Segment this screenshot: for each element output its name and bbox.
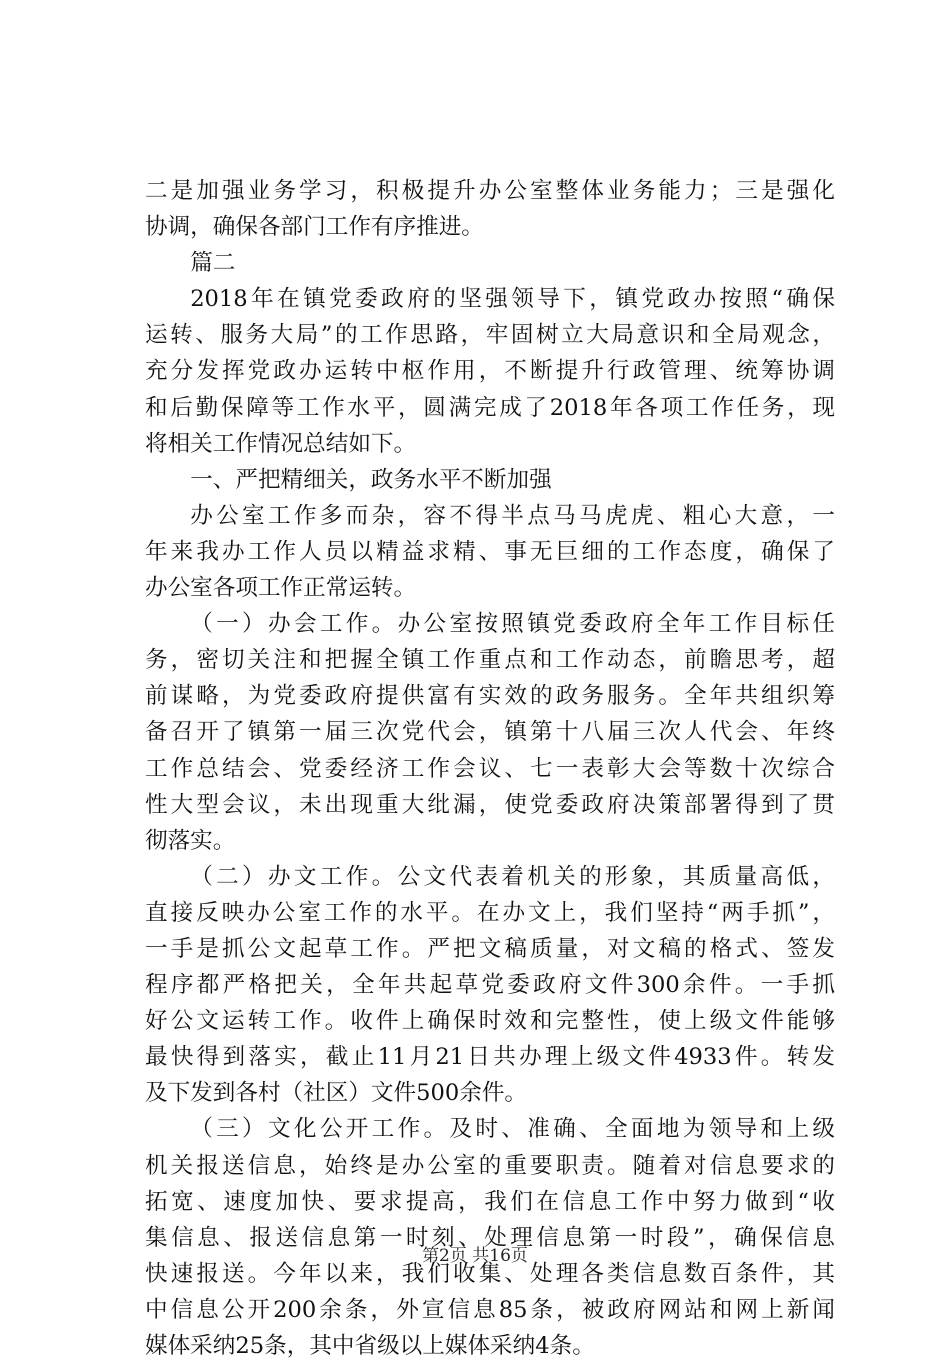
page-number-footer: 第2页 共16页 bbox=[422, 1246, 528, 1266]
text-line: 充分发挥党政办运转中枢作用，不断提升行政管理、统筹协调 bbox=[145, 358, 835, 385]
text-line: 直接反映办公室工作的水平。在办文上，我们坚持“两手抓”， bbox=[145, 899, 835, 926]
text-line: 拓宽、速度加快、要求提高，我们在信息工作中努力做到“收 bbox=[145, 1188, 835, 1215]
text-line: 协调，确保各部门工作有序推进。 bbox=[145, 214, 484, 241]
text-line: 2018年在镇党委政府的坚强领导下，镇党政办按照“确保 bbox=[190, 286, 835, 313]
text-line: 务，密切关注和把握全镇工作重点和工作动态，前瞻思考，超 bbox=[145, 647, 835, 674]
text-line: 运转、服务大局”的工作思路，牢固树立大局意识和全局观念， bbox=[145, 322, 835, 349]
text-line: （三）文化公开工作。及时、准确、全面地为领导和上级 bbox=[190, 1116, 835, 1143]
text-line: 及下发到各村（社区）文件500余件。 bbox=[145, 1080, 528, 1107]
text-line: 和后勤保障等工作水平，圆满完成了2018年各项工作任务，现 bbox=[145, 394, 835, 421]
text-line: 性大型会议，未出现重大纰漏，使党委政府决策部署得到了贯 bbox=[145, 791, 835, 818]
text-line: 备召开了镇第一届三次党代会，镇第十八届三次人代会、年终 bbox=[145, 719, 835, 746]
text-line: 一、严把精细关，政务水平不断加强 bbox=[190, 466, 552, 493]
text-line: 年来我办工作人员以精益求精、事无巨细的工作态度，确保了 bbox=[145, 538, 835, 565]
document-body bbox=[145, 173, 835, 1364]
text-line: 彻落实。 bbox=[145, 827, 236, 854]
text-line: 将相关工作情况总结如下。 bbox=[145, 430, 417, 457]
text-line: 机关报送信息，始终是办公室的重要职责。随着对信息要求的 bbox=[145, 1152, 835, 1179]
text-line: 好公文运转工作。收件上确保时效和完整性，使上级文件能够 bbox=[145, 1008, 835, 1035]
text-line: 集信息、报送信息第一时刻、处理信息第一时段”，确保信息 bbox=[145, 1224, 835, 1251]
text-line: 办公室各项工作正常运转。 bbox=[145, 575, 417, 602]
text-line: 中信息公开200余条，外宣信息85条，被政府网站和网上新闻 bbox=[145, 1296, 835, 1323]
text-line: 一手是抓公文起草工作。严把文稿质量，对文稿的格式、签发 bbox=[145, 935, 835, 962]
text-line: 篇二 bbox=[190, 250, 236, 277]
text-line: （一）办会工作。办公室按照镇党委政府全年工作目标任 bbox=[190, 611, 835, 638]
text-line: 前谋略，为党委政府提供富有实效的政务服务。全年共组织筹 bbox=[145, 683, 835, 710]
text-line: 快速报送。今年以来，我们收集、处理各类信息数百条件，其 bbox=[145, 1260, 835, 1287]
text-line: 最快得到落实，截止11月21日共办理上级文件4933件。转发 bbox=[145, 1044, 835, 1071]
text-line: （二）办文工作。公文代表着机关的形象，其质量高低， bbox=[190, 863, 835, 890]
text-line: 办公室工作多而杂，容不得半点马马虎虎、粗心大意，一 bbox=[190, 502, 835, 529]
text-line: 程序都严格把关，全年共起草党委政府文件300余件。一手抓 bbox=[145, 972, 835, 999]
text-line: 二是加强业务学习，积极提升办公室整体业务能力；三是强化 bbox=[145, 178, 835, 204]
text-line: 工作总结会、党委经济工作会议、七一表彰大会等数十次综合 bbox=[145, 755, 835, 782]
text-line: 媒体采纳25条，其中省级以上媒体采纳4条。 bbox=[145, 1333, 595, 1359]
